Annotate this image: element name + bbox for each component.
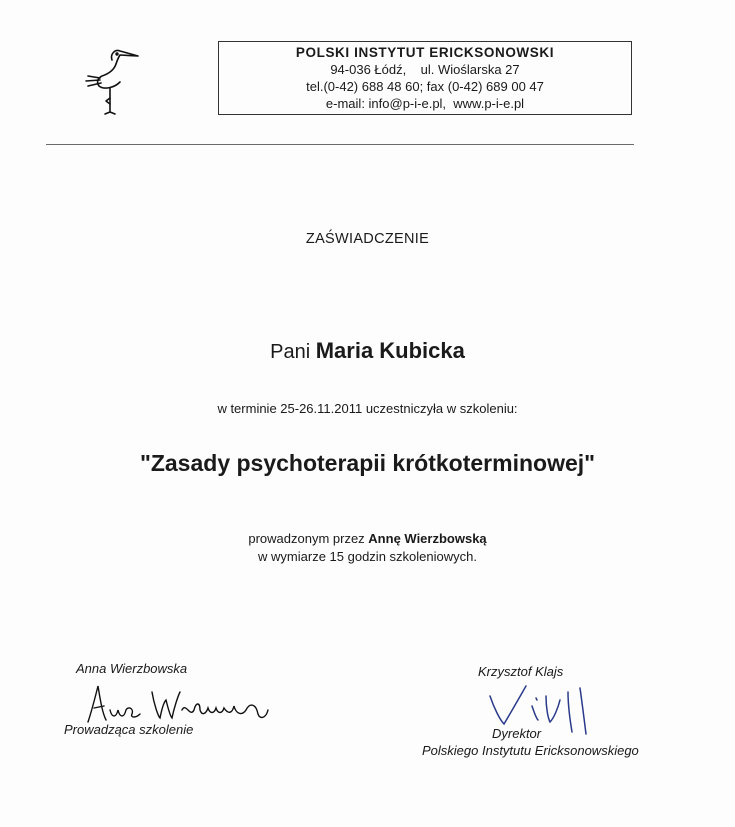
institute-phone: tel.(0-42) 688 48 60; fax (0-42) 689 00 47 — [306, 79, 544, 94]
course-title: "Zasady psychoterapii krótkoterminowej" — [139, 450, 596, 476]
certificate-title: ZAŚWIADCZENIE — [305, 231, 430, 247]
director-title: Dyrektor — [492, 726, 542, 741]
led-by-name: Annę Wierzbowską — [368, 531, 487, 546]
institute-address: 94-036 Łódź, ul. Wioślarska 27 — [330, 62, 520, 77]
salutation: Pani — [270, 341, 311, 363]
institute-contact: e-mail: info@p-i-e.pl, www.p-i-e.pl — [325, 96, 525, 111]
trainer-role: Prowadząca szkolenie — [64, 722, 194, 737]
trainer-name: Anna Wierzbowska — [76, 661, 188, 676]
header-divider — [46, 144, 634, 145]
director-name: Krzysztof Klajs — [478, 664, 564, 679]
recipient-name: Maria Kubicka — [315, 338, 465, 363]
course-duration: w wymiarze 15 godzin szkoleniowych. — [258, 549, 477, 564]
stork-logo-icon — [80, 46, 142, 116]
institute-name: POLSKI INSTYTUT ERICKSONOWSKI — [295, 45, 555, 60]
led-by-prefix: prowadzonym przez — [248, 531, 365, 546]
term-text: w terminie 25-26.11.2011 uczestniczyła w szkoleniu: — [217, 401, 518, 416]
director-institution: Polskiego Instytutu Ericksonowskiego — [422, 743, 639, 758]
course-details — [0, 530, 735, 566]
recipient-line — [0, 338, 735, 364]
institute-header — [218, 41, 632, 115]
